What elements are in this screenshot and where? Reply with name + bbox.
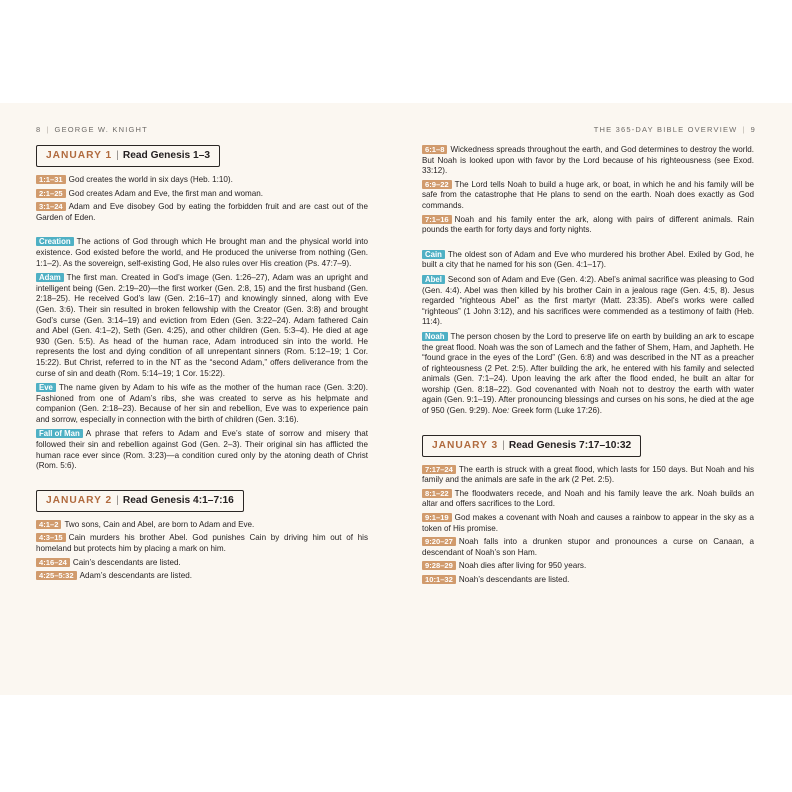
passage-summary: 4:16–24 Cain’s descendants are listed.: [36, 558, 368, 569]
passage-summary: 9:20–27 Noah falls into a drunken stupor and pronounces a curse on Canaan, a descendant of Noah’s son Ham.: [422, 537, 754, 557]
scripture-ref: 4:16–24: [36, 558, 70, 567]
passage-summary: 8:1–22 The floodwaters recede, and Noah and his family leave the ark. Noah builds an altar and offers sacrifices to the Lord.: [422, 488, 754, 509]
day-heading-january-1: JANUARY 1 | Read Genesis 1–3: [36, 145, 368, 167]
glossary-entry: Abel Second son of Adam and Eve (Gen. 4:2). Abel’s animal sacrifice was pleasing to God (Gen. 4:4). Abel was then killed by his brother Cain in a jealous rage (Gen. 4:5, 8). Jesus regarded “righteous Abel” as the first martyr (Matt. 23:35). Abel’s works were called “righteous” (1 John 3:12), and his sacrifices were commended as a testimony of faith (Heb. 11:4).: [422, 274, 754, 327]
passage-summary: 6:9–22 The Lord tells Noah to build a huge ark, or boat, in which he and his family will be safe from the catastrophe that He plans to send on the earth. Noah does exactly as God commands.: [422, 179, 754, 210]
reading-assignment: Read Genesis 4:1–7:16: [122, 494, 234, 506]
day-label: JANUARY 3: [432, 439, 499, 451]
author-name: GEORGE W. KNIGHT: [54, 125, 148, 134]
scripture-ref: 9:20–27: [422, 537, 456, 546]
glossary-entry: Eve The name given by Adam to his wife as the mother of the human race (Gen. 3:20). Fashioned from one of Adam’s ribs, she was created to serve as his helpmate and companion (Gen. 2:18–23). Because of her sin and rebellion, Eve was to experience pain and sorrow, especially in connection with the birth of children (Gen. 3:16).: [36, 383, 368, 424]
scripture-ref: 4:25–5:32: [36, 571, 77, 580]
glossary-term: Eve: [36, 383, 56, 392]
note-label: Noe:: [492, 406, 510, 416]
passage-summary: 3:1–24 Adam and Eve disobey God by eating the forbidden fruit and are cast out of the Garden of Eden.: [36, 202, 368, 222]
scripture-ref: 6:1–8: [422, 145, 447, 154]
book-title: THE 365-DAY BIBLE OVERVIEW: [593, 125, 738, 134]
day-heading-january-3: JANUARY 3 | Read Genesis 7:17–10:32: [422, 435, 754, 457]
scripture-ref: 3:1–24: [36, 202, 66, 211]
passage-summary: 9:28–29 Noah dies after living for 950 years.: [422, 561, 754, 572]
day-label: JANUARY 1: [46, 150, 113, 161]
glossary-entry: Noah The person chosen by the Lord to preserve life on earth by building an ark to escape the great flood. Noah was the son of Lamech and the father of Shem, Ham, and Japheth. He “found grace in the eyes of the Lord” (Gen. 6:8) and was described in the NT as a preacher of righteousness (2 Pet. 2:5). After building the ark, he entered with his family and selected animals (Gen. 7:1–24). Upon leaving the ark after the flood ended, he built an altar for worship (Gen. 8:18–22). God covenanted with Noah not to destroy the earth with water again (Gen. 9:1–19). After pronouncing blessings and curses on his sons, he died at the age of 950 (Gen. 9:29). Noe: Greek form (Luke 17:26).: [422, 331, 754, 416]
glossary-term: Adam: [36, 273, 64, 282]
glossary-entry: Adam The first man. Created in God’s image (Gen. 1:26–27), Adam was an upright and intelligent being (Gen. 2:19–20)—the first worker (Gen. 2:8, 15) and the first husband (Gen. 2:18–25). He received God’s law (Gen. 2:16–17) and knowingly sinned, along with Eve (Gen. 3:6). Their sin resulted in broken fellowship with the Creator (Gen. 3:8) and brought God’s curse (Gen. 3:14–19) and eviction from Eden (Gen. 3:22–24). Adam fathered Cain and Abel (Gen. 4:1–2), Seth (Gen. 4:25), and other children (Gen. 5:3–4). He died at age 930 (Gen. 5:5). As head of the human race, Adam introduced sin into the world. He represents the lost and dying condition of all unrepentant sinners (Rom. 5:12–19; 1 Cor. 15:22). But Christ, referred to in the NT as the “second Adam,” offers deliverance from the curse of sin and death (Rom. 5:14–19; 1 Cor. 15:22).: [36, 273, 368, 378]
glossary-term: Cain: [422, 250, 445, 259]
passage-summary: 9:1–19 God makes a covenant with Noah and causes a rainbow to appear in the sky as a token of His promise.: [422, 513, 754, 533]
scripture-ref: 7:1–16: [422, 215, 452, 224]
passage-summary: 10:1–32 Noah’s descendants are listed.: [422, 575, 754, 586]
glossary-entry: Fall of Man A phrase that refers to Adam and Eve’s state of sorrow and misery that followed their sin and rebellion against God (Gen. 2–3). Their original sin has afflicted the human race ever since (Rom. 3:23)—a condition cured only by the atoning death of Christ (Rom. 5:6).: [36, 429, 368, 471]
left-page-column: [36, 145, 368, 582]
passage-summary: 7:1–16 Noah and his family enter the ark, along with pairs of different animals. Rain pounds the earth for forty days and forty nights.: [422, 214, 754, 235]
glossary-term: Abel: [422, 275, 445, 284]
scripture-ref: 7:17–24: [422, 465, 456, 474]
glossary-term: Fall of Man: [36, 429, 83, 438]
scripture-ref: 4:3–15: [36, 533, 66, 542]
scripture-ref: 10:1–32: [422, 575, 456, 584]
scripture-ref: 2:1–25: [36, 189, 66, 198]
passage-summary: 1:1–31 God creates the world in six days (Heb. 1:10).: [36, 175, 368, 186]
day-heading-january-2: JANUARY 2 | Read Genesis 4:1–7:16: [36, 490, 368, 512]
right-running-header: THE 365-DAY BIBLE OVERVIEW | 9: [593, 125, 756, 134]
day-label: JANUARY 2: [46, 494, 113, 506]
glossary-term: Creation: [36, 237, 74, 246]
passage-summary: 7:17–24 The earth is struck with a great flood, which lasts for 150 days. But Noah and his family and the animals are safe in the ark (2 Pet. 2:5).: [422, 464, 754, 485]
left-page-number: 8: [36, 125, 42, 134]
passage-summary: 6:1–8 Wickedness spreads throughout the earth, and God determines to destroy the world. But Noah is looked upon with favor by the Lord because of his righteousness (see Exod. 33:12).: [422, 145, 754, 176]
scripture-ref: 6:9–22: [422, 180, 452, 189]
scripture-ref: 9:28–29: [422, 561, 456, 570]
scripture-ref: 8:1–22: [422, 489, 452, 498]
right-page-number: 9: [750, 125, 756, 134]
right-page-column: [422, 145, 754, 586]
reading-assignment: Read Genesis 7:17–10:32: [508, 439, 632, 451]
scripture-ref: 9:1–19: [422, 513, 452, 522]
passage-summary: 4:25–5:32 Adam’s descendants are listed.: [36, 571, 368, 582]
passage-summary: 4:1–2 Two sons, Cain and Abel, are born to Adam and Eve.: [36, 520, 368, 531]
scripture-ref: 4:1–2: [36, 520, 61, 529]
glossary-entry: Cain The oldest son of Adam and Eve who murdered his brother Abel. Exiled by God, he built a city that he named for his son (Gen. 4:1–17).: [422, 249, 754, 270]
reading-assignment: Read Genesis 1–3: [122, 150, 211, 161]
glossary-entry: Creation The actions of God through which He brought man and the physical world into existence. God existed before the world, and He produced the universe from nothing (Gen. 1:1–2). As the sovereign, self-existing God, He also rules over His creation (Ps. 47:7–9).: [36, 237, 368, 268]
left-running-header: 8 | GEORGE W. KNIGHT: [36, 125, 148, 134]
glossary-term: Noah: [422, 332, 448, 341]
scripture-ref: 1:1–31: [36, 175, 66, 184]
passage-summary: 2:1–25 God creates Adam and Eve, the first man and woman.: [36, 189, 368, 200]
passage-summary: 4:3–15 Cain murders his brother Abel. God punishes Cain by driving him out of his homeland but protects him by placing a mark on him.: [36, 533, 368, 554]
